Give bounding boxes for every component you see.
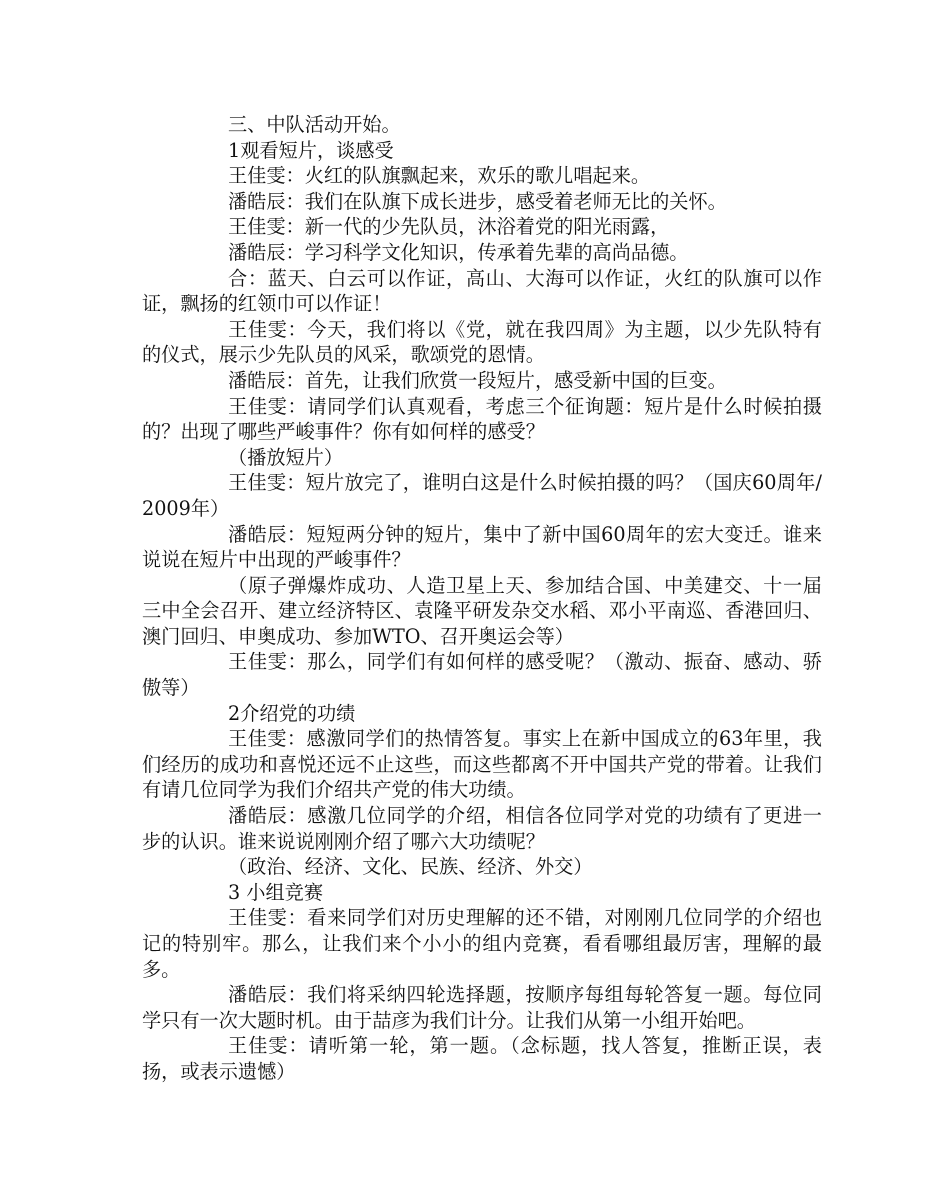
dialogue-line: 王佳雯：今天，我们将以《党，就在我四周》为主题，以少先队特有的仪式，展示少先队员的风采，歌颂党的恩情。 xyxy=(142,317,822,367)
subsection-heading: 2介绍党的功绩 xyxy=(228,701,356,725)
dialogue-line: 潘皓辰：短短两分钟的短片，集中了新中国60周年的宏大变迁。谁来说说在短片中出现的严峻事件？ xyxy=(142,522,822,572)
dialogue-line: 王佳雯：那么，同学们有如何样的感受呢？（激动、振奋、感动、骄傲等） xyxy=(142,650,822,700)
subsection-heading: 3 小组竞赛 xyxy=(228,880,324,904)
stage-direction: （播放短片） xyxy=(228,445,344,469)
subsection-heading: 1观看短片，谈感受 xyxy=(228,138,394,162)
dialogue-line: 潘皓辰：我们将采纳四轮选择题，按顺序每组每轮答复一题。每位同学只有一次大题时机。由于喆彦为我们计分。让我们从第一小组开始吧。 xyxy=(142,983,822,1032)
dialogue-line: 潘皓辰：我们在队旗下成长进步，感受着老师无比的关怀。 xyxy=(228,189,727,213)
dialogue-line: 王佳雯：感激同学们的热情答复。事实上在新中国成立的63年里，我们经历的成功和喜悦还远不止这些，而这些都离不开中国共产党的带着。让我们有请几位同学为我们介绍共产党的伟大功绩。 xyxy=(142,727,822,802)
stage-direction: （原子弹爆炸成功、人造卫星上天、参加结合国、中美建交、十一届三中全会召开、建立经济特区、袁隆平研发杂交水稻、邓小平南巡、香港回归、澳门回归、申奥成功、参加WTO、召开奥运会等） xyxy=(142,573,822,648)
section-heading: 三、中队活动开始。 xyxy=(228,113,401,136)
dialogue-line: 合：蓝天、白云可以作证，高山、大海可以作证，火红的队旗可以作证，飘扬的红领巾可以作证！ xyxy=(142,266,822,316)
dialogue-line: 王佳雯：短片放完了，谁明白这是什么时候拍摄的吗？（国庆60周年/2009年） xyxy=(142,471,822,520)
dialogue-line: 潘皓辰：感激几位同学的介绍，相信各位同学对党的功绩有了更进一步的认识。谁来说说刚刚介绍了哪六大功绩呢？ xyxy=(142,804,822,853)
document-body xyxy=(142,112,822,1085)
dialogue-line: 王佳雯：火红的队旗飘起来，欢乐的歌儿唱起来。 xyxy=(228,164,651,188)
dialogue-line: 王佳雯：请同学们认真观看，考虑三个征询题：短片是什么时候拍摄的？出现了哪些严峻事件？你有如何样的感受？ xyxy=(142,394,822,444)
dialogue-line: 潘皓辰：首先，让我们欣赏一段短片，感受新中国的巨变。 xyxy=(228,368,727,392)
dialogue-line: 王佳雯：请听第一轮，第一题。（念标题，找人答复，推断正误，表扬，或表示遗憾） xyxy=(142,1034,822,1083)
stage-direction: （政治、经济、文化、民族、经济、外交） xyxy=(228,855,593,879)
dialogue-line: 王佳雯：新一代的少先队员，沐浴着党的阳光雨露， xyxy=(228,215,670,239)
dialogue-line: 王佳雯：看来同学们对历史理解的还不错，对刚刚几位同学的介绍也记的特别牢。那么，让我们来个小小的组内竞赛，看看哪组最厉害，理解的最多。 xyxy=(142,906,822,981)
dialogue-line: 潘皓辰：学习科学文化知识，传承着先辈的高尚品德。 xyxy=(228,240,689,264)
